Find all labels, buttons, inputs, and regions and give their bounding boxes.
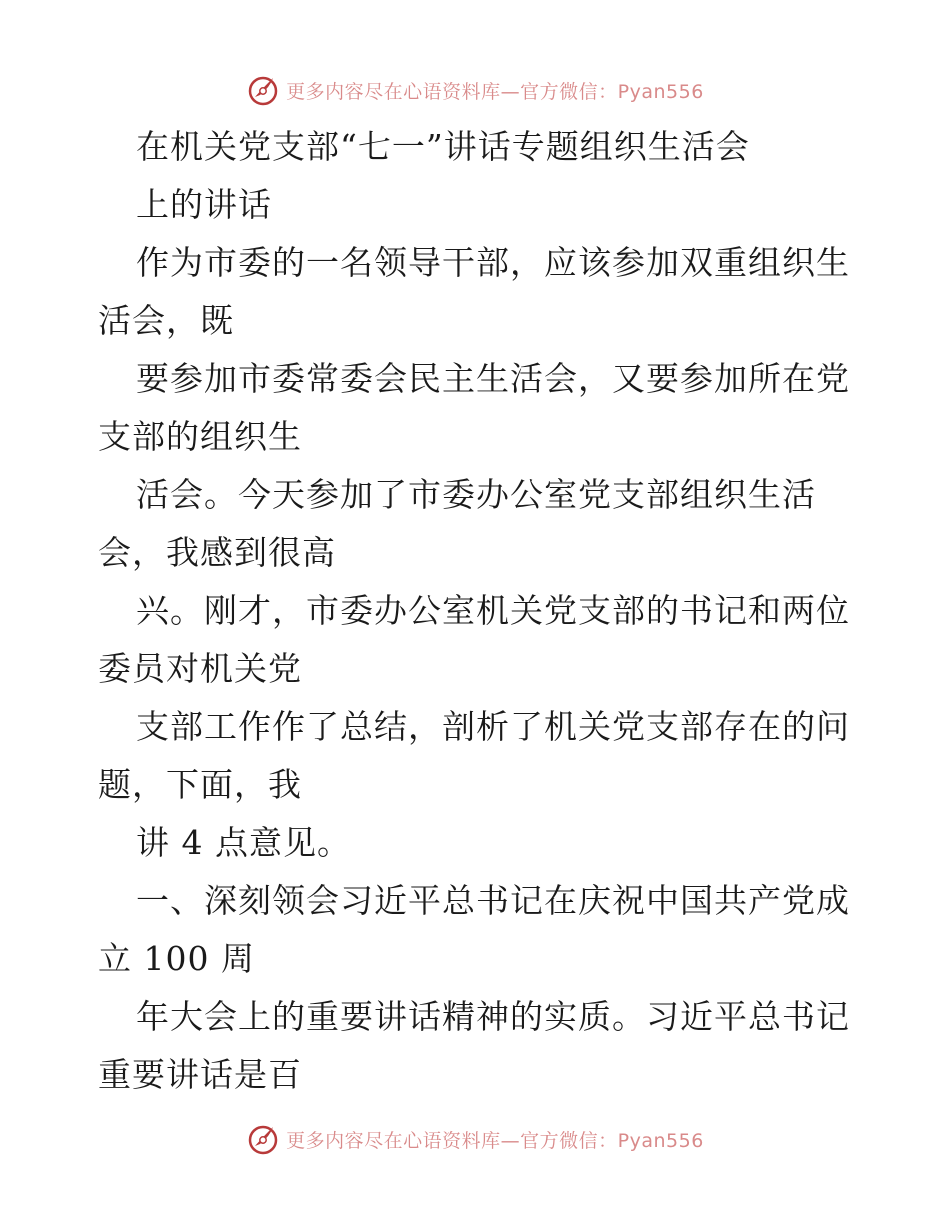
- text-line: 作为市委的一名领导干部，应该参加双重组织生: [136, 243, 850, 282]
- text-line: 上的讲话: [136, 185, 272, 224]
- header-watermark: [0, 70, 950, 110]
- text-line: 重要讲话是百: [98, 1055, 302, 1094]
- text-line: 在机关党支部“七一”讲话专题组织生活会: [136, 127, 750, 166]
- text-line: 支部工作作了总结，剖析了机关党支部存在的问: [136, 707, 850, 746]
- text-line: 年大会上的重要讲话精神的实质。习近平总书记: [136, 997, 850, 1036]
- watermark-text: 更多内容尽在心语资料库—官方微信：Pyan556: [286, 80, 704, 103]
- document-body: [98, 118, 858, 1104]
- text-line: 题，下面，我: [98, 765, 302, 804]
- text-line: 支部的组织生: [98, 417, 302, 456]
- footer-watermark: [0, 1119, 950, 1159]
- text-line: 会，我感到很高: [98, 533, 336, 572]
- text-line: 活会。今天参加了市委办公室党支部组织生活: [136, 475, 816, 514]
- watermark-text: 更多内容尽在心语资料库—官方微信：Pyan556: [286, 1129, 704, 1152]
- text-line: 一、深刻领会习近平总书记在庆祝中国共产党成: [136, 881, 850, 920]
- quill-logo-icon: [246, 1122, 280, 1156]
- text-line: 立 100 周: [98, 939, 255, 978]
- quill-logo-icon: [246, 73, 280, 107]
- text-line: 要参加市委常委会民主生活会，又要参加所在党: [136, 359, 850, 398]
- text-line: 委员对机关党: [98, 649, 302, 688]
- text-line: 活会，既: [98, 301, 234, 340]
- text-line: 讲 4 点意见。: [136, 823, 351, 862]
- text-line: 兴。刚才，市委办公室机关党支部的书记和两位: [136, 591, 850, 630]
